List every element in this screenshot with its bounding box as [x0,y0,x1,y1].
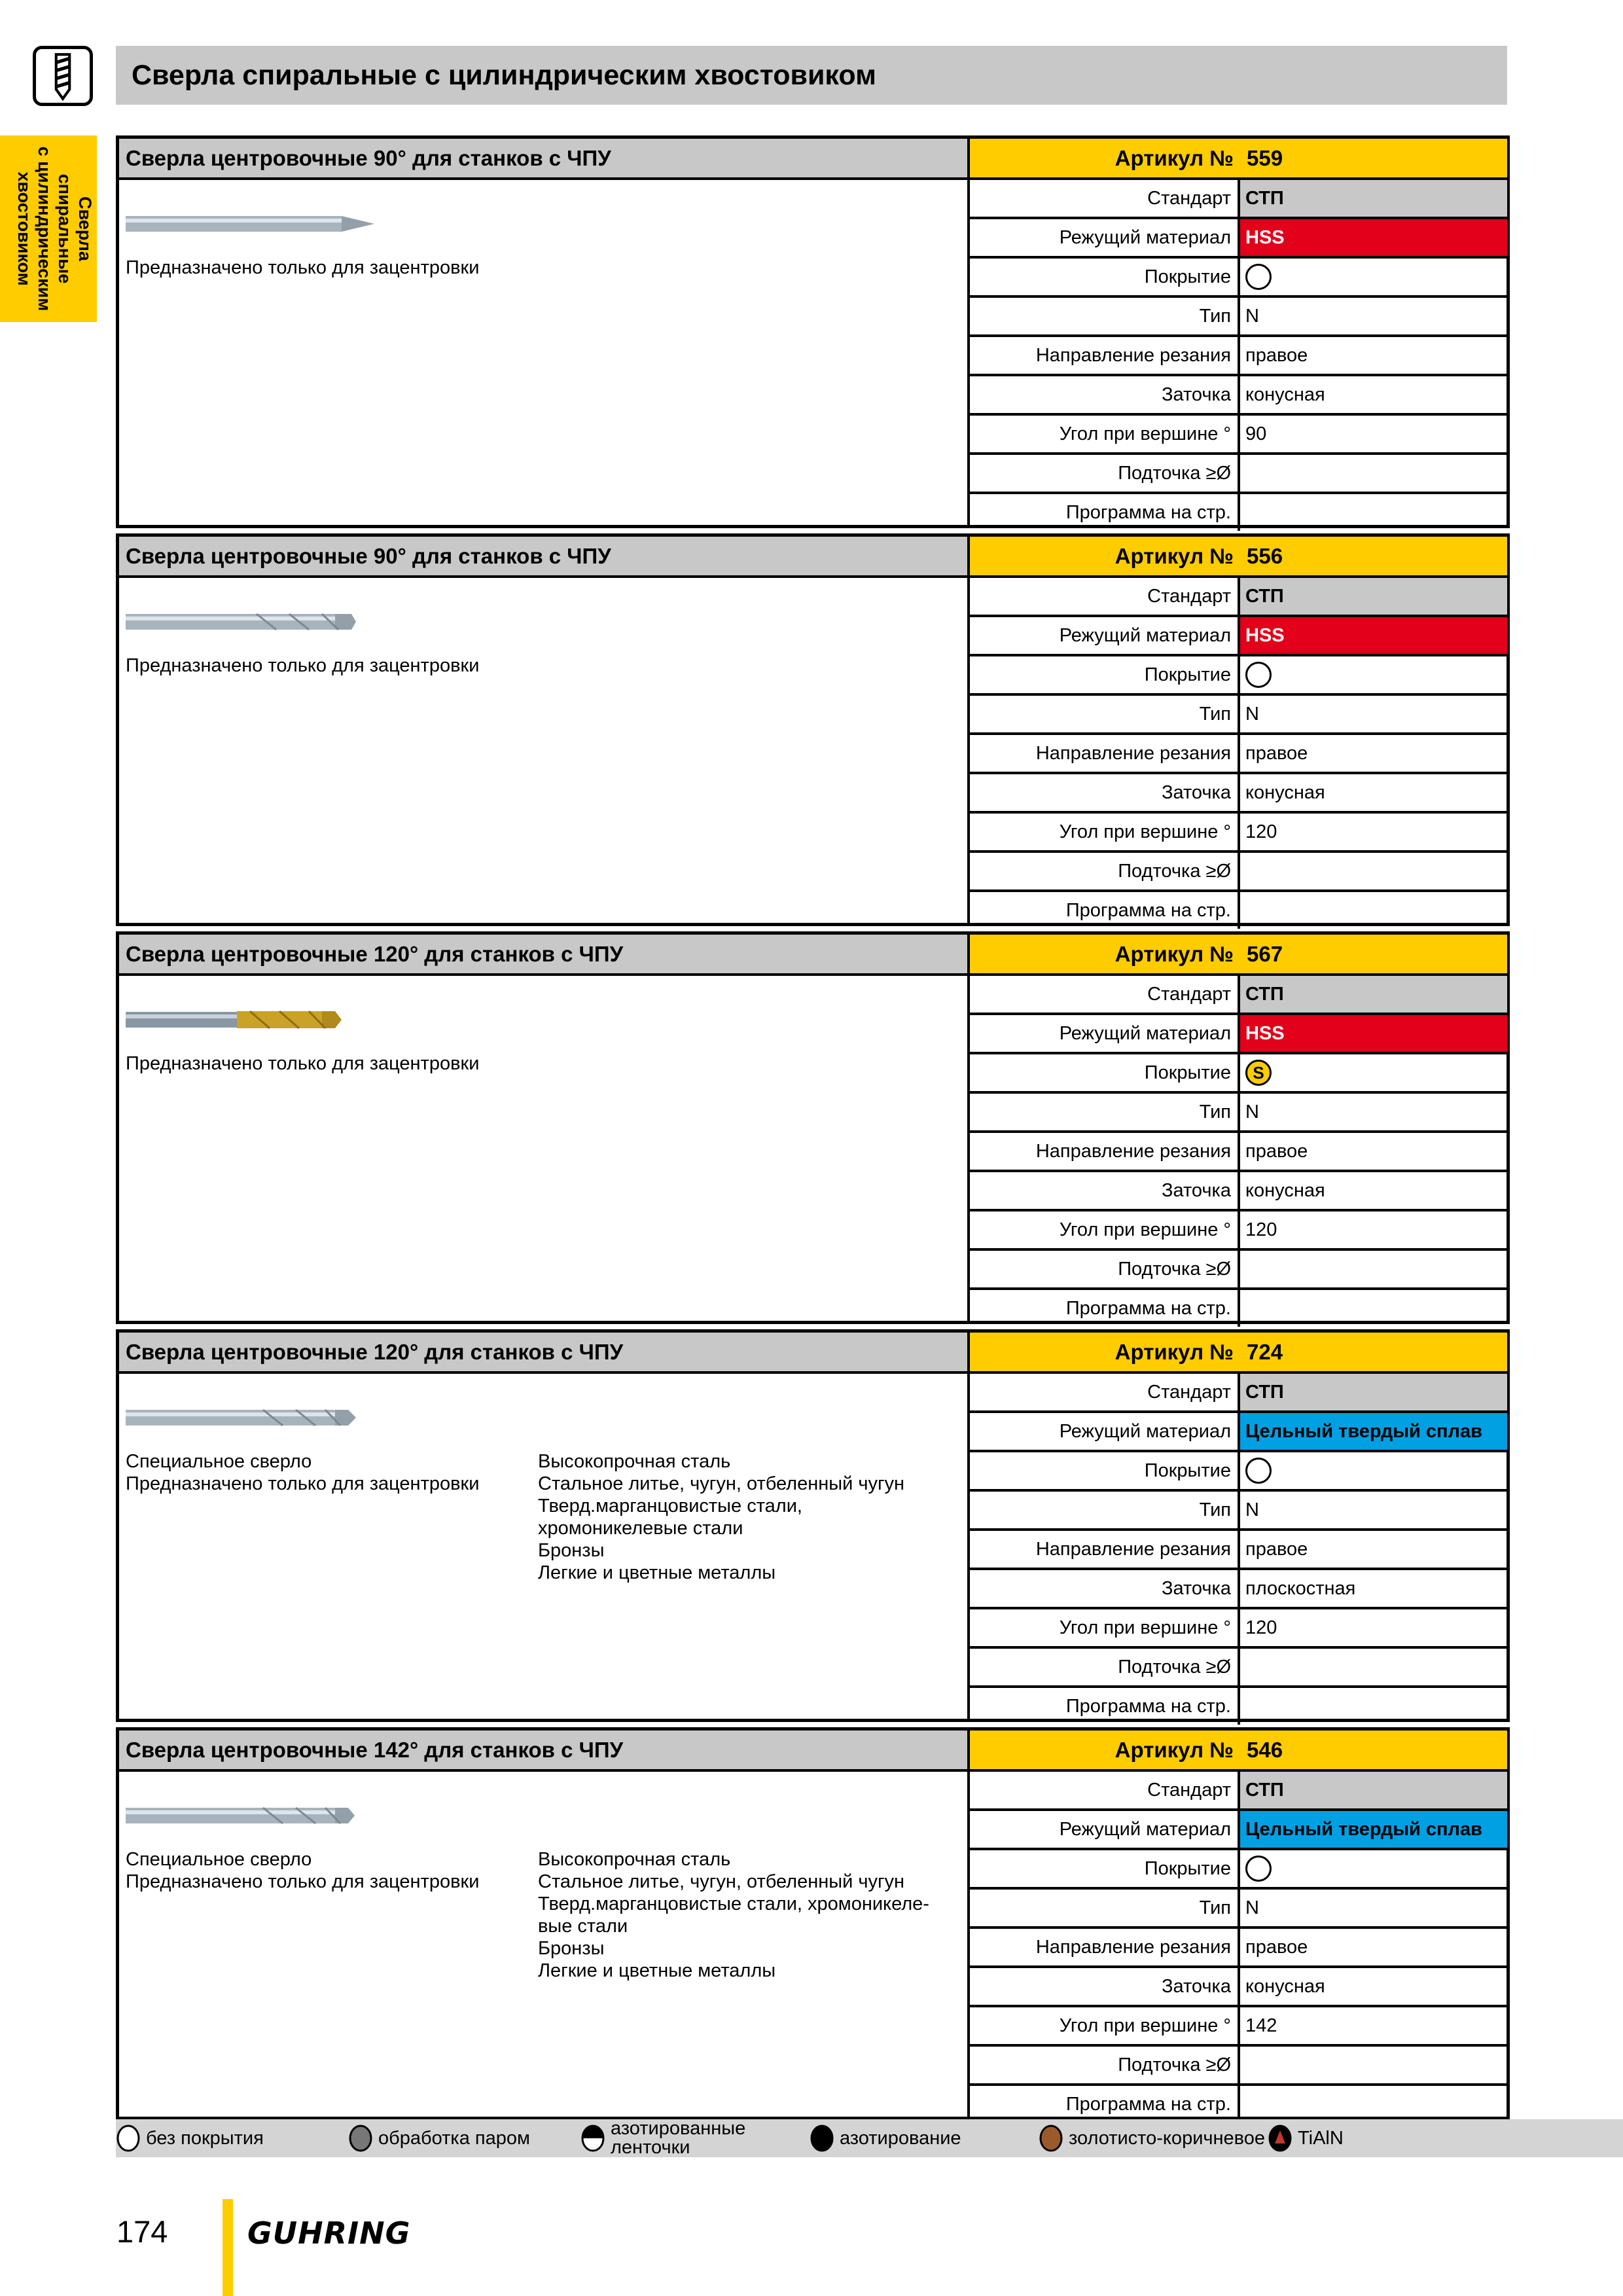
product-title: Сверла центровочные 120° для станков с ЧПУ [119,935,967,976]
product-info [119,935,970,1321]
article-row [970,935,1507,976]
program-page-label: Программа на стр. [970,1688,1240,1725]
no-coating-icon [116,2124,141,2153]
legend-item [348,2119,530,2157]
cut-direction-label: Направление резания [970,1133,1240,1170]
page-number: 174 [116,2214,168,2249]
drill-image [126,204,381,243]
article-row [970,537,1507,578]
article-number[interactable]: 724 [1247,1340,1283,1364]
undercut-value [1240,2047,1507,2083]
legend-item [116,2119,264,2157]
product-specs [970,537,1507,923]
footer-accent-bar [223,2199,233,2296]
coating-legend [116,2119,1623,2157]
product-description: Специальное сверло Предназначено только для зацентровки [126,1849,480,1892]
coating-label: Покрытие [970,259,1240,295]
article-row [970,1333,1507,1374]
drill-image [126,1796,381,1835]
undercut-label: Подточка ≥Ø [970,1251,1240,1287]
legend-item [1268,2119,1344,2157]
no-coating-icon [1245,662,1272,688]
legend-label: TiAlN [1298,2127,1344,2149]
undercut-value [1240,1649,1507,1685]
article-label: Артикул № [1115,1340,1234,1364]
type-value: N [1245,704,1259,725]
product-info [119,1731,970,2117]
cutting-material-label: Режущий материал [970,617,1240,654]
product-title: Сверла центровочные 142° для станков с ЧПУ [119,1731,967,1772]
point-angle-value: 142 [1245,2015,1277,2036]
side-tab[interactable] [0,135,97,322]
standard-value: СТП [1240,1772,1507,1808]
product-title: Сверла центровочные 90° для станков с ЧПУ [119,537,967,578]
cutting-material-label: Режущий материал [970,1811,1240,1848]
undercut-label: Подточка ≥Ø [970,455,1240,492]
legend-item [810,2119,961,2157]
article-row [970,1731,1507,1772]
drill-logo-icon [33,46,93,106]
program-page-value[interactable] [1240,892,1507,929]
program-page-value[interactable] [1240,2086,1507,2123]
no-coating-icon [1245,1856,1272,1882]
cutting-material-label: Режущий материал [970,1015,1240,1052]
cut-direction-label: Направление резания [970,735,1240,772]
standard-label: Стандарт [970,180,1240,217]
cut-direction-value: правое [1245,1539,1308,1560]
grind-value: конусная [1245,1180,1325,1201]
article-number[interactable]: 556 [1247,544,1283,568]
standard-label: Стандарт [970,1374,1240,1410]
article-label: Артикул № [1115,146,1234,170]
legend-label: обработка паром [378,2127,530,2149]
cut-direction-value: правое [1245,1937,1308,1958]
drill-image [126,1398,381,1437]
coating-value [1240,656,1507,693]
program-page-value[interactable] [1240,1688,1507,1725]
point-angle-value: 120 [1245,1617,1277,1638]
cutting-material-label: Режущий материал [970,219,1240,256]
grind-label: Заточка [970,774,1240,811]
program-page-label: Программа на стр. [970,1290,1240,1327]
gold-brown-icon [1039,2124,1063,2153]
cutting-material-value: Цельный твердый сплав [1240,1811,1507,1848]
undercut-label: Подточка ≥Ø [970,1649,1240,1685]
standard-value: СТП [1240,976,1507,1013]
cut-direction-value: правое [1245,1141,1308,1162]
page-title: Сверла спиральные с цилиндрическим хвостовиком [116,46,1507,105]
product-specs [970,1333,1507,1719]
product-materials: Высокопрочная сталь Стальное литье, чугун, отбеленный чугун Тверд.марганцовистые стали, хромоникелевые стали Бронзы Легкие и цветные металлы [538,1451,905,1583]
product-specs [970,1731,1507,2117]
product-description: Предназначено только для зацентровки [126,1053,480,1074]
coating-value [1240,1452,1507,1489]
grind-value: конусная [1245,1976,1325,1997]
cut-direction-value: правое [1245,743,1308,764]
product-block [116,135,1510,528]
type-label: Тип [970,1890,1240,1926]
grind-value: плоскостная [1245,1578,1356,1599]
program-page-value[interactable] [1240,1290,1507,1327]
standard-label: Стандарт [970,578,1240,615]
legend-label: золотисто-коричневое [1069,2127,1265,2149]
cutting-material-value: Цельный твердый сплав [1240,1413,1507,1450]
legend-label: без покрытия [146,2127,264,2149]
article-number[interactable]: 559 [1247,146,1283,170]
point-angle-value: 90 [1245,423,1267,444]
point-angle-label: Угол при вершине ° [970,2007,1240,2044]
drill-image [126,1000,381,1039]
article-row [970,139,1507,180]
grind-value: конусная [1245,384,1325,405]
coating-value [1240,259,1507,295]
type-value: N [1245,306,1259,327]
standard-value: СТП [1240,180,1507,217]
program-page-label: Программа на стр. [970,494,1240,531]
product-description: Предназначено только для зацентровки [126,655,480,676]
product-description: Специальное сверло Предназначено только для зацентровки [126,1451,480,1494]
coating-label: Покрытие [970,656,1240,693]
product-specs [970,139,1507,525]
type-label: Тип [970,1094,1240,1130]
cut-direction-label: Направление резания [970,1531,1240,1568]
cutting-material-value: HSS [1240,617,1507,654]
product-specs [970,935,1507,1321]
product-description: Предназначено только для зацентровки [126,257,480,278]
cut-direction-label: Направление резания [970,1929,1240,1965]
product-block [116,931,1510,1324]
undercut-label: Подточка ≥Ø [970,2047,1240,2083]
nitriding-icon [810,2124,834,2153]
standard-label: Стандарт [970,1772,1240,1808]
nitrided-lands-icon [580,2124,605,2153]
type-value: N [1245,1499,1259,1520]
cut-direction-label: Направление резания [970,337,1240,374]
point-angle-label: Угол при вершине ° [970,416,1240,452]
product-title: Сверла центровочные 90° для станков с ЧПУ [119,139,967,180]
product-block [116,533,1510,926]
type-label: Тип [970,1492,1240,1528]
coating-label: Покрытие [970,1850,1240,1887]
undercut-label: Подточка ≥Ø [970,853,1240,889]
point-angle-label: Угол при вершине ° [970,1211,1240,1248]
grind-label: Заточка [970,1172,1240,1209]
point-angle-label: Угол при вершине ° [970,814,1240,850]
type-value: N [1245,1102,1259,1122]
no-coating-icon [1245,264,1272,290]
point-angle-label: Угол при вершине ° [970,1609,1240,1646]
standard-value: СТП [1240,578,1507,615]
legend-label: азотирование [840,2127,961,2149]
standard-label: Стандарт [970,976,1240,1013]
legend-item [580,2119,745,2157]
grind-label: Заточка [970,1570,1240,1607]
product-materials: Высокопрочная сталь Стальное литье, чугун, отбеленный чугун Тверд.марганцовистые стали, хромоникеле- вые стали Бронзы Легкие и цветные металлы [538,1849,929,1981]
product-block [116,1329,1510,1722]
product-info [119,139,970,525]
steam-treatment-icon: S [1245,1060,1272,1086]
brand-logo: GUHRING [247,2215,411,2251]
product-block [116,1727,1510,2120]
undercut-value [1240,853,1507,889]
article-number[interactable]: 567 [1247,942,1283,966]
article-label: Артикул № [1115,942,1234,966]
grind-label: Заточка [970,376,1240,413]
grind-value: конусная [1245,782,1325,803]
coating-value [1240,1850,1507,1887]
side-tab-label: Сверла спиральные с цилиндрическим хвостовиком [14,146,95,312]
steam-treatment-icon [348,2124,373,2153]
no-coating-icon [1245,1458,1272,1484]
cutting-material-value: HSS [1240,219,1507,256]
program-page-label: Программа на стр. [970,892,1240,929]
cut-direction-value: правое [1245,345,1308,366]
article-label: Артикул № [1115,1738,1234,1762]
drill-image [126,602,381,641]
legend-item [1039,2119,1265,2157]
article-number[interactable]: 546 [1247,1738,1283,1762]
undercut-value [1240,455,1507,492]
program-page-value[interactable] [1240,494,1507,531]
type-label: Тип [970,696,1240,732]
cutting-material-value: HSS [1240,1015,1507,1052]
point-angle-value: 120 [1245,1219,1277,1240]
standard-value: СТП [1240,1374,1507,1410]
point-angle-value: 120 [1245,821,1277,842]
coating-value [1240,1054,1507,1091]
coating-label: Покрытие [970,1452,1240,1489]
product-info [119,1333,970,1719]
product-info [119,537,970,923]
product-title: Сверла центровочные 120° для станков с ЧПУ [119,1333,967,1374]
type-label: Тип [970,298,1240,334]
coating-label: Покрытие [970,1054,1240,1091]
cutting-material-label: Режущий материал [970,1413,1240,1450]
type-value: N [1245,1897,1259,1918]
undercut-value [1240,1251,1507,1287]
article-label: Артикул № [1115,544,1234,568]
legend-label: азотированные ленточки [611,2118,746,2158]
tialn-icon [1268,2124,1293,2153]
program-page-label: Программа на стр. [970,2086,1240,2123]
grind-label: Заточка [970,1968,1240,2005]
